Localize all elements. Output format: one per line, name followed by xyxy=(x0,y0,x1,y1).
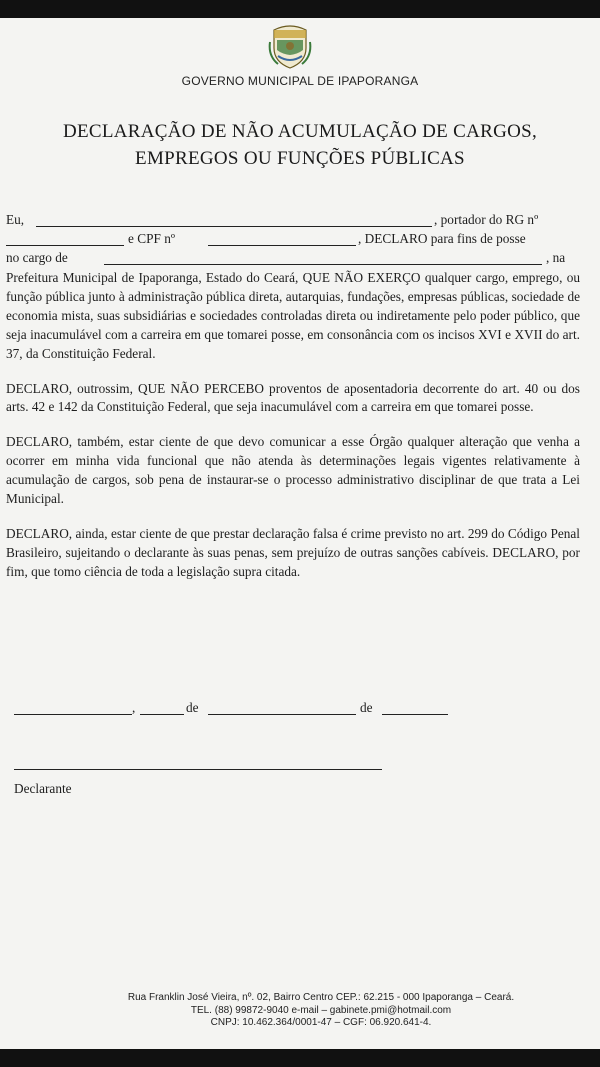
cargo-label: no cargo de xyxy=(6,250,68,265)
paragraph-4: DECLARO, ainda, estar ciente de que prestar declaração falsa é crime previsto no art. 299 do Código Penal Brasileiro, sujeitando o declarante às suas penas, sem prejuízo de outras sanções cabíveis. DECLARO, por fim, que tomo ciência de toda a legislação supra citada. xyxy=(6,525,580,579)
eu-label: Eu, xyxy=(6,212,25,227)
cpf-label: e CPF nº xyxy=(128,231,175,246)
date-line xyxy=(14,700,514,720)
year-blank[interactable] xyxy=(382,714,448,715)
form-line-rg-cpf xyxy=(6,231,580,250)
title-line-1: DECLARAÇÃO DE NÃO ACUMULAÇÃO DE CARGOS, xyxy=(62,121,538,142)
month-blank[interactable] xyxy=(208,714,356,715)
date-de-1: de xyxy=(186,700,199,715)
document-page xyxy=(0,18,600,1049)
footer xyxy=(0,992,600,1030)
title-line-2: EMPREGOS OU FUNÇÕES PÚBLICAS xyxy=(135,148,465,169)
declarante-label: Declarante xyxy=(14,781,72,796)
name-blank[interactable] xyxy=(36,226,432,227)
rg-label: , portador do RG nº xyxy=(434,212,539,227)
government-header: GOVERNO MUNICIPAL DE IPAPORANGA xyxy=(181,74,419,88)
footer-address: Rua Franklin José Vieira, nº. 02, Bairro Centro CEP.: 62.215 - 000 Ipaporanga – Ceará. xyxy=(127,992,515,1003)
paragraph-2: DECLARO, outrossim, QUE NÃO PERCEBO proventos de aposentadoria decorrente do art. 40 ou dos arts. 42 e 142 da Constituição Federal, que seja inacumulável com a carreira em que tomarei posse. xyxy=(6,380,580,415)
declaro-label: , DECLARO para fins de posse xyxy=(358,231,526,246)
city-blank[interactable] xyxy=(14,714,132,715)
cpf-blank[interactable] xyxy=(208,245,356,246)
footer-contact: TEL. (88) 99872-9040 e-mail – gabinete.pmi@hotmail.com xyxy=(190,1004,452,1016)
document-title xyxy=(20,118,580,172)
signature-line[interactable] xyxy=(14,769,382,770)
day-blank[interactable] xyxy=(140,714,184,715)
rg-blank[interactable] xyxy=(6,245,124,246)
cargo-blank[interactable] xyxy=(104,264,542,265)
footer-cnpj: CNPJ: 10.462.364/0001-47 – CGF: 06.920.641-4. xyxy=(210,1017,432,1028)
form-line-name xyxy=(6,212,580,231)
declaration-body xyxy=(6,269,580,598)
paragraph-1: Prefeitura Municipal de Ipaporanga, Estado do Ceará, QUE NÃO EXERÇO qualquer cargo, emprego, ou função pública junto à administração pública direta, autarquias, fundações, empresas públicas, sociedade de economia mista, suas subsidiárias e sociedades controladas direta ou indiretamente pelo poder público, que seja inacumulável com a carreira em que tomarei posse, em consonância com os incisos XVI e XVII do art. 37, da Constituição Federal. xyxy=(6,270,580,361)
municipal-coat-of-arms-icon xyxy=(268,22,312,70)
form-line-cargo xyxy=(6,250,580,269)
date-de-2: de xyxy=(360,700,373,715)
date-comma: , xyxy=(132,700,136,715)
na-label: , na xyxy=(546,250,566,265)
paragraph-3: DECLARO, também, estar ciente de que devo comunicar a esse Órgão qualquer alteração que venha a ocorrer em minha vida funcional que não atenda às determinações legais vigentes relativamente à acumulação de cargos, sob pena de instaurar-se o processo administrativo disciplinar de que trata a Lei Municipal. xyxy=(6,434,580,507)
